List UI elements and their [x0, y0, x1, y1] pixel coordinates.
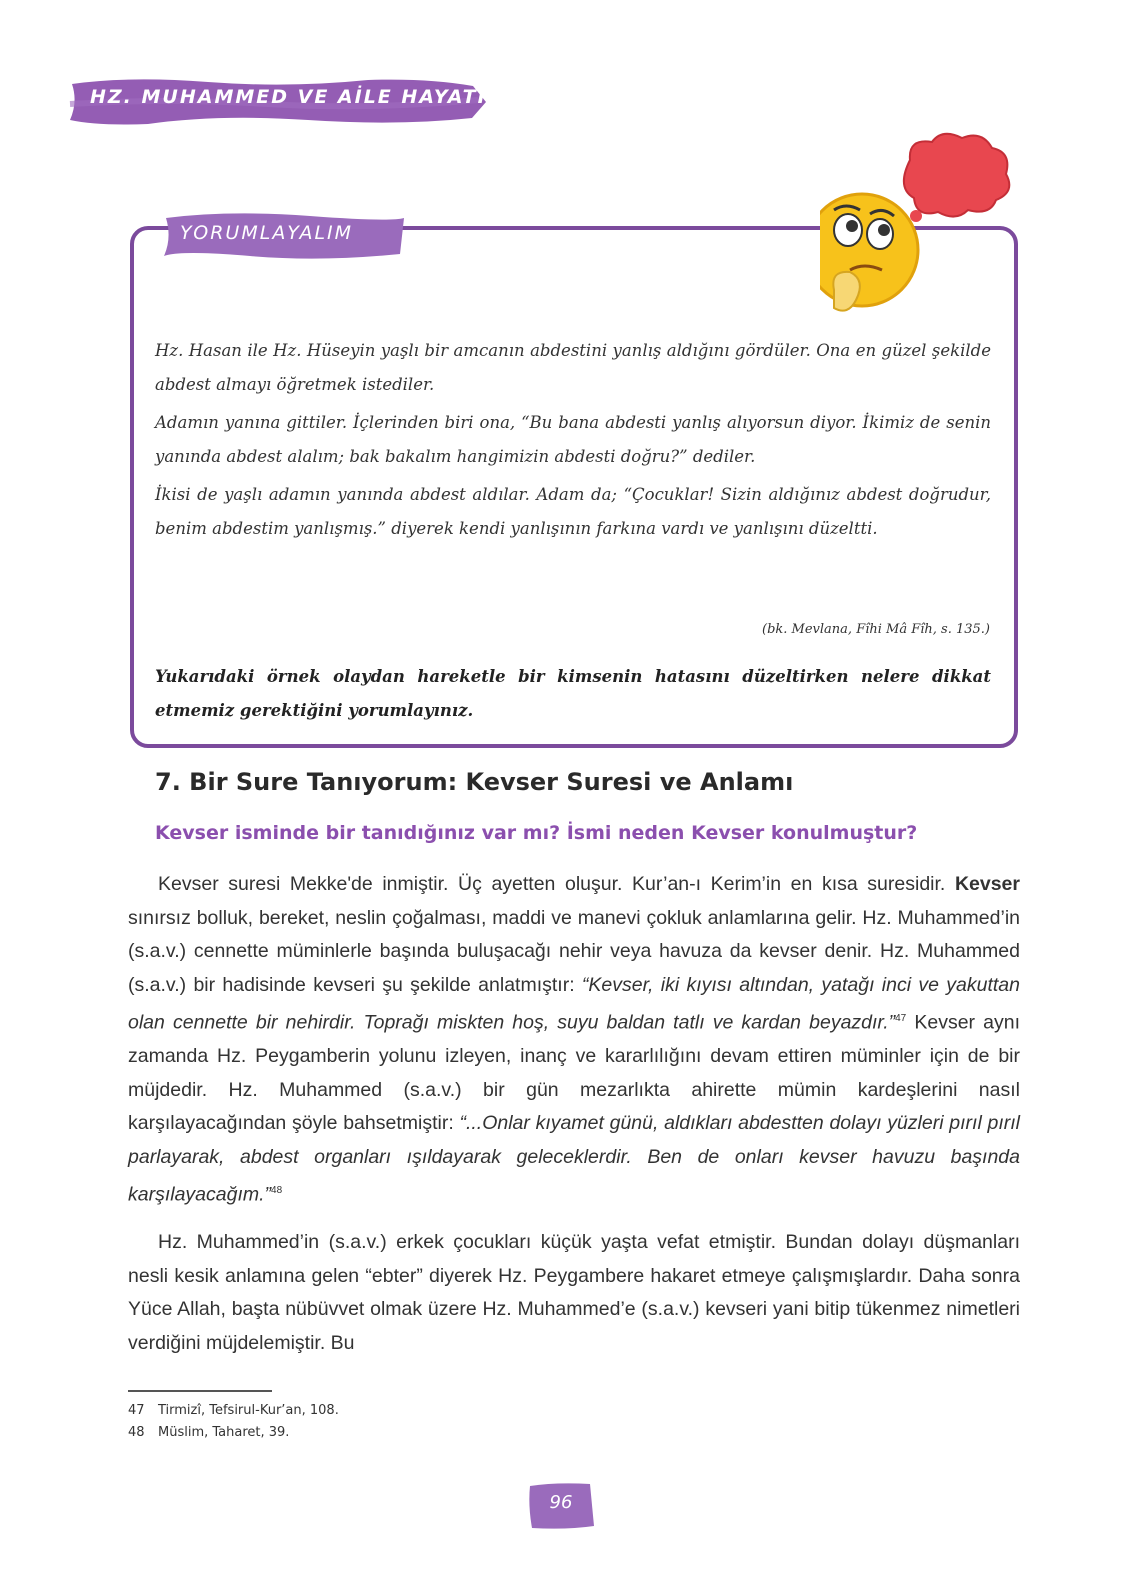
footnotes	[128, 1400, 339, 1444]
story-paragraph: Hz. Hasan ile Hz. Hüseyin yaşlı bir amcanın abdestini yanlış aldığını gördüler. Ona en güzel şekilde abdest almayı öğretmek istediler.	[155, 341, 991, 394]
comment-box-tag-label: YORUMLAYALIM	[180, 222, 354, 244]
section-title: 7. Bir Sure Tanıyorum: Kevser Suresi ve Anlamı	[155, 768, 794, 796]
hadith-quote-1: “Kevser, iki kıyısı altından, yatağı inci ve yakuttan olan cennette bir nehirdir. Toprağı miskten hoş, suyu baldan tatlı ve kardan beyazdır.”	[128, 973, 1020, 1034]
hadith-quote-2: “...Onlar kıyamet günü, aldıkları abdestten dolayı yüzleri pırıl pırıl parlayarak, abdest organları ışıldayarak geleceklerdir. Ben de onları kevser havuzu başında karşılayacağım.”	[128, 1112, 1021, 1206]
page-number-badge	[526, 1480, 596, 1532]
thinking-emoji-icon	[820, 130, 1020, 330]
chapter-title: HZ. MUHAMMED VE AİLE HAYATI	[90, 86, 487, 108]
footnote-item: 47 Tirmizî, Tefsirul-Kur’an, 108.	[128, 1403, 339, 1418]
section-body	[128, 868, 1020, 1374]
footnote-ref-47[interactable]: 47	[895, 1013, 907, 1024]
chapter-banner	[68, 74, 488, 128]
story-paragraph: Adamın yanına gittiler. İçlerinden biri ona, “Bu bana abdesti yanlış alıyorsun diyor. İkimiz de senin yanında abdest alalım; bak bakalım hangimizin abdesti doğru?” dediler.	[155, 413, 991, 466]
kevser-term: Kevser	[954, 873, 1020, 895]
footnote-item: 48 Müslim, Taharet, 39.	[128, 1425, 290, 1440]
comment-question: Yukarıdaki örnek olaydan hareketle bir kimsenin hatasını düzeltirken nelere dikkat etmemiz gerektiğini yorumlayınız.	[155, 667, 991, 720]
footnote-ref-48[interactable]: 48	[271, 1185, 283, 1196]
comment-box-tag	[160, 208, 410, 264]
story-source: (bk. Mevlana, Fîhi Mâ Fîh, s. 135.)	[762, 622, 990, 637]
page-number: 96	[549, 1492, 573, 1513]
body-paragraph-1: Kevser suresi Mekke'de inmiştir. Üç ayetten oluşur. Kur’an-ı Kerim’in en kısa suresidir. Kevser sınırsız bolluk, bereket, neslin çoğalması, maddi ve manevi çokluk anlamlarına gelir. Hz. Muhammed’in (s.a.v.) cennette müminlerle başında buluşacağı nehir veya havuza da kevser denir. Hz. Muhammed (s.a.v.) bir hadisinde kevseri şu şekilde anlatmıştır: “Kevser, iki kıyısı altından, yatağı inci ve yakuttan olan cennette bir nehirdir. Toprağı miskten hoş, suyu baldan tatlı ve kardan beyazdır.”$^{47}$ Kevser aynı zamanda Hz. Peygamberin yolunu izleyen, inanç ve kararlılığını devam ettiren müminler için de bir müjdedir. Hz. Muhammed (s.a.v.) bir gün mezarlıkta ahirette mümin kardeşlerini nasıl karşılayacağından şöyle bahsetmiştir: “...Onlar kıyamet günü, aldıkları abdestten dolayı yüzleri pırıl pırıl parlayarak, abdest organları ışıldayarak geleceklerdir. Ben de onları kevser havuzu başında karşılayacağım.”$^{48}$	[128, 873, 1021, 1206]
footnote-divider	[128, 1390, 272, 1392]
body-paragraph-2: Hz. Muhammed’in (s.a.v.) erkek çocukları küçük yaşta vefat etmiştir. Bundan dolayı düşmanları nesli kesik anlamına gelen “ebter” diyerek Hz. Peygambere hakaret etmeye çalışmışlardır. Daha sonra Yüce Allah, başta nübüvvet olmak üzere Hz. Muhammed’e (s.a.v.) kevseri yani bitip tükenmez nimetleri verdiğini müjdelemiştir. Bu	[128, 1231, 1020, 1354]
story-text	[155, 334, 991, 550]
story-paragraph: İkisi de yaşlı adamın yanında abdest aldılar. Adam da; “Çocuklar! Sizin aldığınız abdest doğrudur, benim abdestim yanlışmış.” diyerek kendi yanlışının farkına vardı ve yanlışını düzeltti.	[155, 485, 991, 538]
section-subtitle: Kevser isminde bir tanıdığınız var mı? İsmi neden Kevser konulmuştur?	[155, 822, 918, 844]
